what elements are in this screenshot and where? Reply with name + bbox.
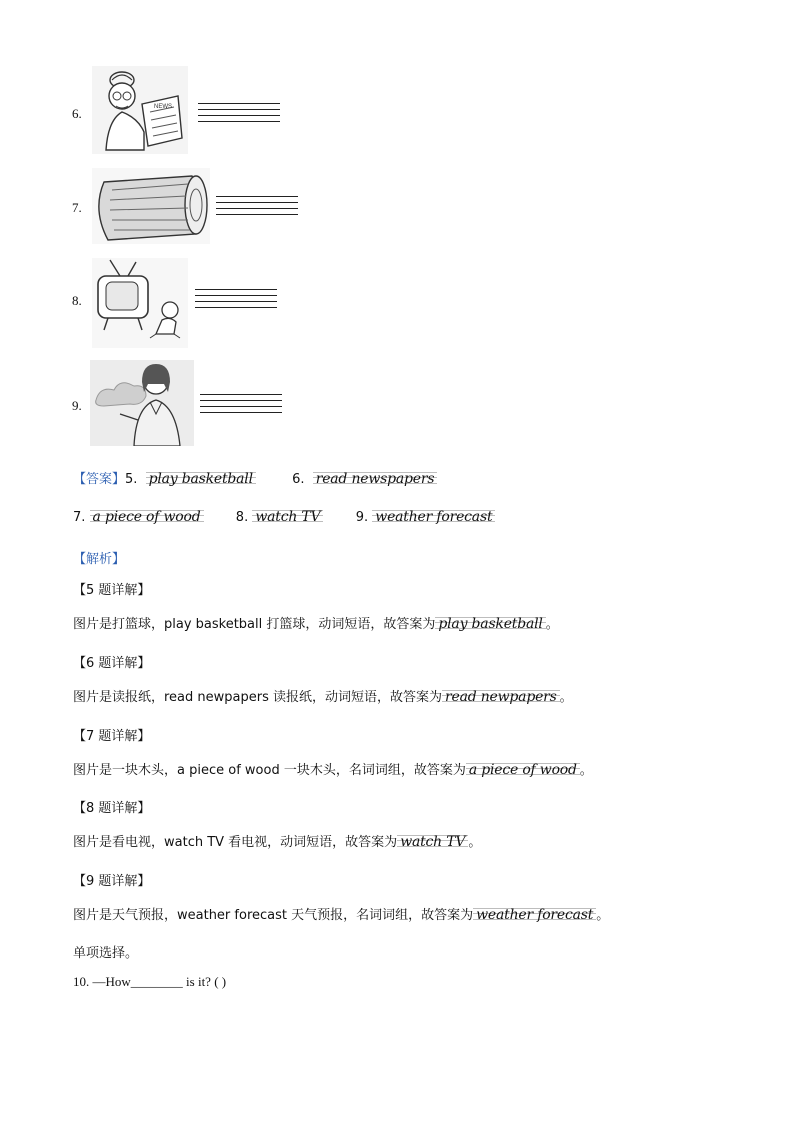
answer-row-2	[73, 509, 495, 527]
detail-title-6: 【6 题详解】	[73, 656, 151, 671]
boy-watching-tv-icon	[92, 258, 188, 348]
detail-end-9: 。	[596, 908, 610, 923]
writing-lines-7[interactable]	[216, 196, 298, 218]
answer-num-7: 7.	[73, 510, 86, 525]
detail-end-8: 。	[468, 835, 482, 850]
answer-num-8: 8.	[235, 510, 249, 525]
answer-num-6: 6.	[292, 472, 305, 487]
wood-log-icon	[92, 168, 210, 244]
answer-label: 【答案】	[73, 472, 126, 487]
writing-lines-9[interactable]	[200, 394, 282, 416]
question-10-suffix: is it? ( )	[182, 974, 227, 989]
question-10-prefix: 10. —How	[73, 974, 131, 989]
writing-lines-6[interactable]	[198, 103, 280, 125]
detail-answer-5: play basketball	[435, 616, 545, 634]
detail-text-9: 图片是天气预报，weather forecast 天气预报，名词词组，故答案为	[73, 908, 474, 923]
answer-6: read newspapers	[313, 471, 438, 489]
person-reading-newspaper-icon	[92, 66, 188, 154]
answer-num-9: 9.	[355, 510, 369, 525]
writing-lines-8[interactable]	[195, 289, 277, 311]
detail-end-6: 。	[559, 690, 573, 705]
detail-line-7	[73, 759, 593, 780]
detail-end-5: 。	[545, 617, 559, 632]
detail-line-6	[73, 686, 573, 707]
section-heading: 单项选择。	[73, 946, 139, 961]
detail-title-5: 【5 题详解】	[73, 583, 151, 598]
answer-5: play basketball	[146, 471, 256, 489]
question-10	[73, 974, 226, 990]
weather-presenter-icon	[90, 360, 194, 446]
item-number-7: 7.	[72, 200, 82, 215]
detail-answer-6: read newpapers	[442, 689, 560, 707]
detail-answer-9: weather forecast	[473, 907, 596, 925]
detail-answer-7: a piece of wood	[466, 762, 580, 780]
answer-7: a piece of wood	[90, 509, 204, 527]
detail-end-7: 。	[579, 763, 593, 778]
detail-line-9	[73, 904, 609, 925]
detail-answer-8: watch TV	[397, 834, 468, 852]
detail-text-5: 图片是打篮球，play basketball 打篮球，动词短语，故答案为	[73, 617, 436, 632]
detail-text-7: 图片是一块木头，a piece of wood 一块木头，名词词组，故答案为	[73, 763, 466, 778]
answer-row-1	[73, 468, 437, 489]
svg-text:NEWS: NEWS	[154, 104, 172, 110]
item-number-6: 6.	[72, 106, 82, 121]
answer-9: weather forecast	[372, 509, 495, 527]
question-10-blank[interactable]: ________	[130, 974, 183, 989]
detail-text-8: 图片是看电视，watch TV 看电视，动词短语，故答案为	[73, 835, 398, 850]
detail-line-8	[73, 831, 481, 852]
item-number-9: 9.	[72, 398, 82, 413]
analysis-label: 【解析】	[73, 552, 126, 567]
detail-title-7: 【7 题详解】	[73, 729, 151, 744]
detail-line-5	[73, 613, 559, 634]
answer-num-5: 5.	[125, 472, 138, 487]
answer-8: watch TV	[252, 509, 323, 527]
detail-title-9: 【9 题详解】	[73, 874, 151, 889]
item-number-8: 8.	[72, 293, 82, 308]
detail-title-8: 【8 题详解】	[73, 801, 151, 816]
detail-text-6: 图片是读报纸，read newpapers 读报纸，动词短语，故答案为	[73, 690, 442, 705]
